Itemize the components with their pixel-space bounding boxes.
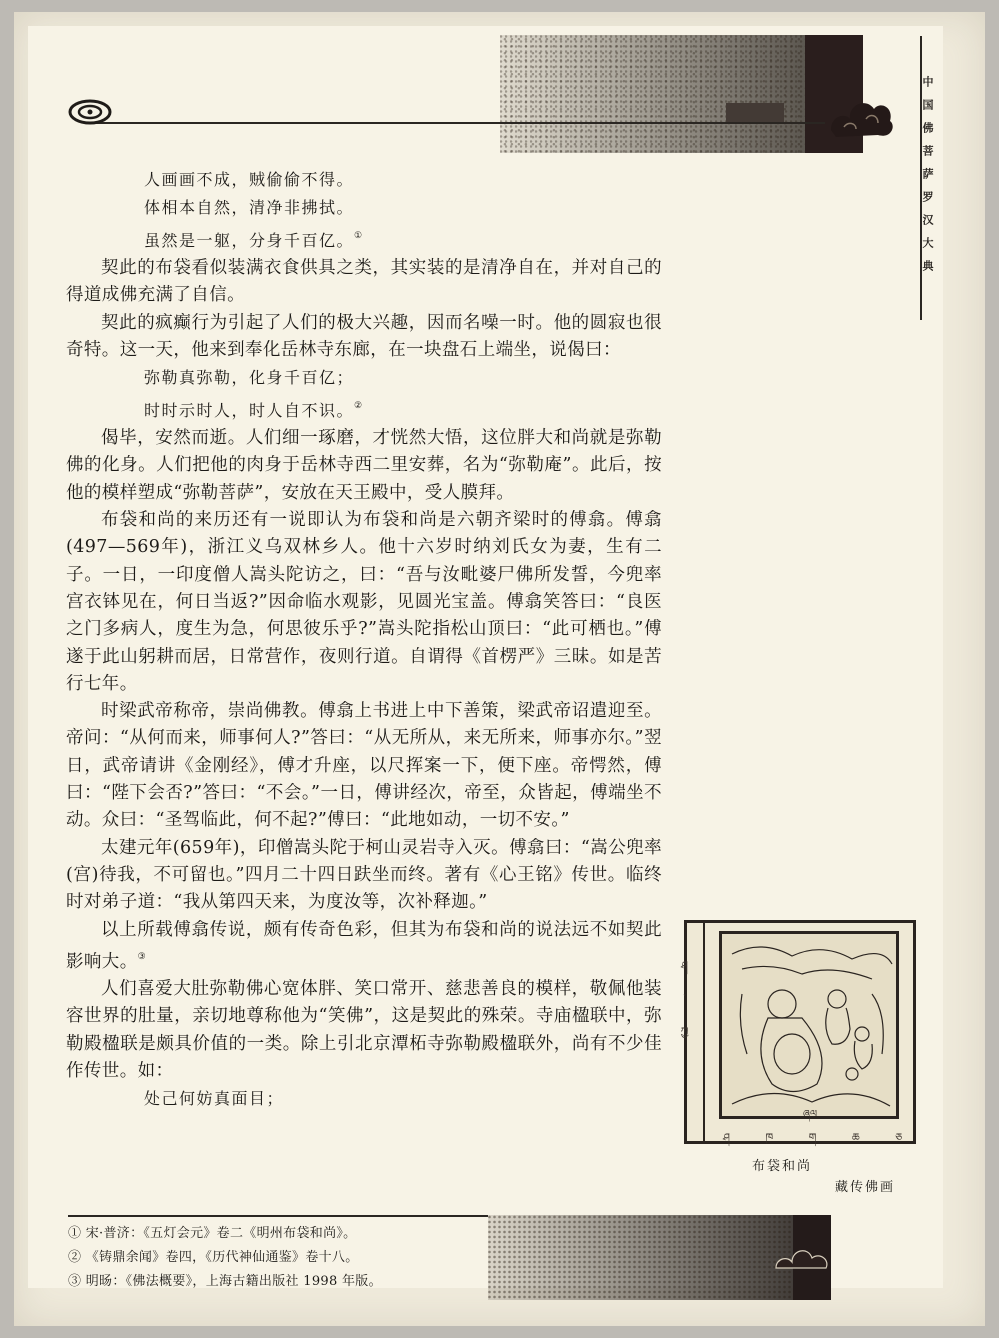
figure-caption-title: 布袋和尚 [752,1159,813,1174]
paragraph: 偈毕，安然而逝。人们细一琢磨，才恍然大悟，这位胖大和尚就是弥勒佛的化身。人们把他的肉身于岳林寺西二里安葬，名为“弥勒庵”。此后，按他的模样塑成“弥勒菩萨”，安放在天王殿中，受人膜拜。 [66,428,662,503]
header-cloud-ornament-icon [826,75,896,145]
verse-line: 处己何妨真面目； [144,1089,285,1109]
chapter-label-block [726,103,784,123]
verse-line: 弥勒真弥勒，化身千百亿； [144,368,355,388]
main-text [66,166,662,1113]
footnote-rule [68,1215,488,1217]
figure-caption-source: 藏传佛画 [835,1180,896,1195]
paragraph: 以上所载傅翕传说，颇有传奇色彩，但其为布袋和尚的说法远不如契此影响大。③ [66,919,662,972]
paragraph: 人们喜爱大肚弥勒佛心宽体胖、笑口常开、慈悲善良的模样，敬佩他装容世界的肚量，亲切地尊称他为“笑佛”，这是契此的殊荣。寺庙楹联中，弥勒殿楹联是颇具价值的一类。除上引北京潭柘寺弥勒殿楹联外，尚有不少佳作传世。如： [66,979,662,1082]
illustration-frame [719,931,899,1119]
paragraph: 契此的布袋看似装满衣食供具之类，其实装的是清净自在，并对自己的得道成佛充满了自信。 [66,258,662,306]
footnotes [68,1222,508,1294]
illustration-edge [703,923,705,1141]
illustration-bottom-label: ཤ ཁ ག ཆ ཅ [723,1131,919,1144]
footnote-ref: ③ [137,951,147,962]
budai-figure-icon [722,934,896,1116]
verse-line: 人画画不成，贼偷偷不得。 [144,170,355,189]
illustration-side-script: ཤ་ཀྱ [681,953,694,1052]
footnote-item: ① 宋·普济：《五灯会元》卷二《明州布袋和尚》。 [68,1226,357,1241]
paragraph: 太建元年(659年)，印僧嵩头陀于柯山灵岩寺入灭。傅翕曰：“嵩公兜率(宫)待我，不可留也。”四月二十四日趺坐而终。著有《心王铭》传世。临终时对弟子道：“我从第四天来，为度汝等，次补释迦。” [66,837,662,913]
footnote-item: ③ 明旸：《佛法概要》，上海古籍出版社 1998 年版。 [68,1274,382,1289]
side-book-title: 中国佛菩萨罗汉大典 [921,75,934,283]
paragraph: 布袋和尚的来历还有一说即认为布袋和尚是六朝齐梁时的傅翕。傅翕(497—569年)，浙江义乌双林乡人。他十六岁时纳刘氏女为妻，生有二子。一日，一印度僧人嵩头陀访之，曰：“吾与汝毗婆尸佛所发誓，今兜率宫衣钵见在，何日当返?”因命临水观影，见圆光宝盖。傅翕笑答曰：“良医之门多病人，度生为急，何思彼乐乎?”嵩头陀指松山顶曰：“此可栖也。”傅遂于此山躬耕而居，日常营作，夜则行道。自谓得《首楞严》三昧。如是苦行七年。 [66,510,662,694]
paragraph: 时梁武帝称帝，崇尚佛教。傅翕上书进上中下善策，梁武帝诏遣迎至。帝问：“从何而来，师事何人?”答曰：“从无所从，来无所来，师事亦尔。”翌日，武帝请讲《金刚经》，傅才升座，以尺挥案一下，便下座。帝愕然，傅曰：“陛下会否?”答曰：“不会。”一日，傅讲经次，帝至，众皆起，傅端坐不动。众曰：“圣驾临此，何不起?”傅曰：“此地如动，一切不安。” [66,701,662,831]
footnote-item: ② 《铸鼎余闻》卷四，《历代神仙通鉴》卷十八。 [68,1250,359,1265]
verse-line: 体相本自然，清净非拂拭。 [144,198,355,217]
verse-line: 虽然是一躯，分身千百亿。① [144,231,364,250]
header-rule [95,122,825,124]
verse-line: 时时示时人，时人自不识。② [144,401,364,421]
footer-cloud-ornament-icon [772,1236,832,1276]
footnote-ref: ① [354,231,364,241]
scroll-cloud-ornament-icon [68,98,112,126]
illustration-seal: ཞལ [803,1109,818,1120]
footnote-ref: ② [354,401,364,412]
paragraph: 契此的疯癫行为引起了人们的极大兴趣，因而名噪一时。他的圆寂也很奇特。这一天，他来到奉化岳林寺东廊，在一块盘石上端坐，说偈曰： [66,312,662,360]
budai-illustration [681,920,919,1144]
footer-stipple-band [488,1215,793,1300]
header-stipple-band [500,35,805,153]
